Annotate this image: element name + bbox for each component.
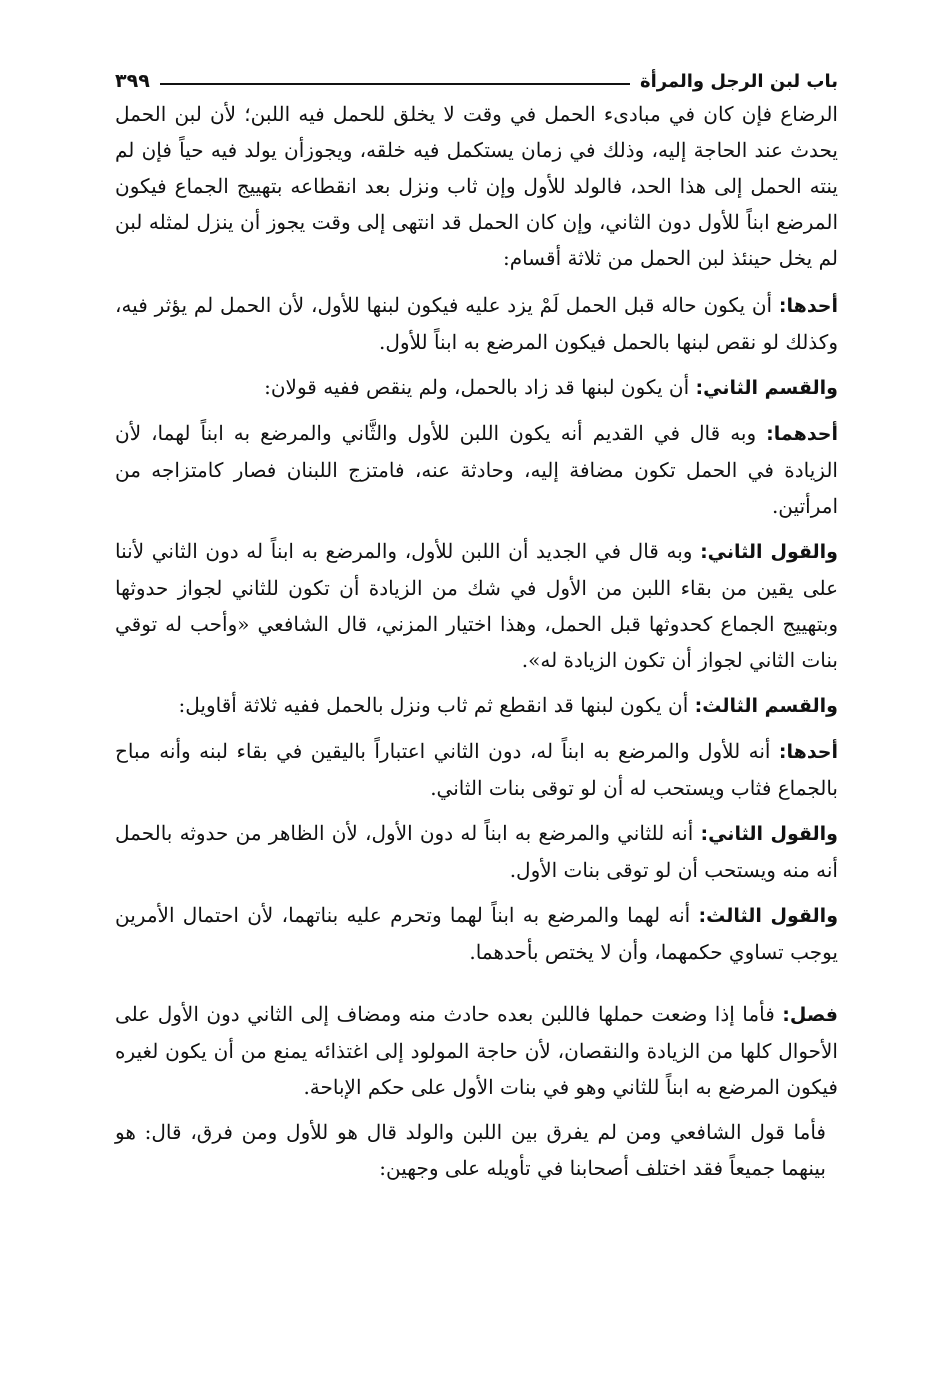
paragraph-text: الرضاع فإن كان في مبادىء الحمل في وقت لا يخلق للحمل فيه اللبن؛ لأن لبن الحمل يحدث عند الحاجة إليه، وذلك في زمان يستكمل فيه خلقه، ويجوزأن يولد فيه حياً فإن لم ينته الحمل إلى هذا الحد، فالولد للأول وإن ثاب ونزل بعد انقطاعه بتهييج الجماع فيكون المرضع ابناً للأول دون الثاني، وإن كان الحمل قد انتهى إلى وقت يجوز أن ينزل لمثله لبن لم يخل حينئذ لبن الحمل من ثلاثة أقسام: — [115, 102, 839, 270]
paragraph-first-opinion — [115, 415, 838, 524]
paragraph-fasl-section — [115, 996, 838, 1105]
paragraph-text: أن يكون لبنها قد انقطع ثم ثاب ونزل بالحمل ففيه ثلاثة أقاويل: — [178, 693, 695, 717]
paragraph-text: وبه قال في الجديد أن اللبن للأول، والمرضع به ابناً له دون الثاني لأننا على يقين من بقاء اللبن من الأول في شك من الزيادة أن تكون للثاني لجواز حدوثها وبتهييج الجماع كحدوثها قبل الحمل، وهذا اختيار المزني، قال الشافعي «وأحب له توقي بنات الثاني لجواز أن تكون الزيادة له». — [115, 539, 838, 672]
paragraph-lead: والقسم الثاني: — [695, 377, 838, 399]
paragraph-lead: فصل: — [782, 1004, 838, 1026]
paragraph-lead: أحدهما: — [766, 423, 838, 445]
paragraph-lead: والقسم الثالث: — [694, 695, 838, 717]
paragraph-text: أن يكون لبنها قد زاد بالحمل، ولم ينقص ففيه قولان: — [264, 375, 696, 399]
paragraph-text: أنه للأول والمرضع به ابناً له، دون الثاني اعتباراً باليقين في بقاء لبنه وأنه مباح بالجماع فثاب ويستحب له أن لو توقى بنات الثاني. — [115, 739, 838, 800]
paragraph-lead: والقول الثالث: — [698, 905, 839, 927]
paragraph-text: وبه قال في القديم أنه يكون اللبن للأول والثَّاني والمرضع به ابناً لهما، لأن الزيادة في الحمل تكون مضافة إليه، وحادثة عنه، فامتزج اللبنان فصار كامتزاجه من امرأتين. — [115, 421, 838, 518]
paragraph-text: فأما إذا وضعت حملها فاللبن بعده حادث منه ومضاف إلى الثاني دون الأول على الأحوال كلها من الزيادة والنقصان، لأن حاجة المولود إلى اغتذائه يمنع من أن يكون لغيره فيكون المرضع به ابناً للثاني وهو في بنات الأول على حكم الإباحة. — [115, 1002, 838, 1099]
paragraph-text: أنه لهما والمرضع به ابناً لهما وتحرم عليه بناتهما، لأن احتمال الأمرين يوجب تساوي حكمهما، وأن لا يختص بأحدهما. — [115, 903, 838, 964]
paragraph-lead: أحدها: — [778, 295, 838, 317]
paragraph-text: أنه للثاني والمرضع به ابناً له دون الأول، لأن الظاهر من حدوثه بالحمل أنه منه ويستحب أن لو توقى بنات الأول. — [115, 821, 838, 882]
paragraph-text: فأما قول الشافعي ومن لم يفرق بين اللبن والولد قال هو للأول ومن فرق، قال: هو بينهما جميعاً فقد اختلف أصحابنا في تأويله على وجهين: — [115, 1120, 826, 1180]
paragraph-first-division — [115, 287, 838, 360]
chapter-title: باب لبن الرجل والمرأة — [639, 71, 838, 92]
paragraph-lead: والقول الثاني: — [700, 823, 838, 845]
paragraph-lead: أحدها: — [778, 741, 838, 763]
paragraph-continuation — [115, 96, 838, 276]
paragraph-lead: والقول الثاني: — [700, 541, 838, 563]
paragraph-second-saying — [115, 815, 838, 888]
header-rule — [160, 83, 630, 85]
paragraph-text: أن يكون حاله قبل الحمل لَمْ يزد عليه فيكون لبنها للأول، لأن الحمل لم يؤثر فيه، وكذلك لو نقص لبنها بالحمل فيكون المرضع به ابناً للأول. — [115, 293, 838, 354]
paragraph-second-opinion — [115, 533, 838, 678]
running-header — [115, 62, 838, 92]
page-number: ٣٩٩ — [115, 70, 150, 92]
paragraph-third-division — [115, 687, 838, 724]
paragraph-shafii-statement — [115, 1114, 838, 1186]
paragraph-second-division — [115, 369, 838, 406]
paragraph-third-saying — [115, 897, 838, 970]
paragraph-first-saying — [115, 733, 838, 806]
